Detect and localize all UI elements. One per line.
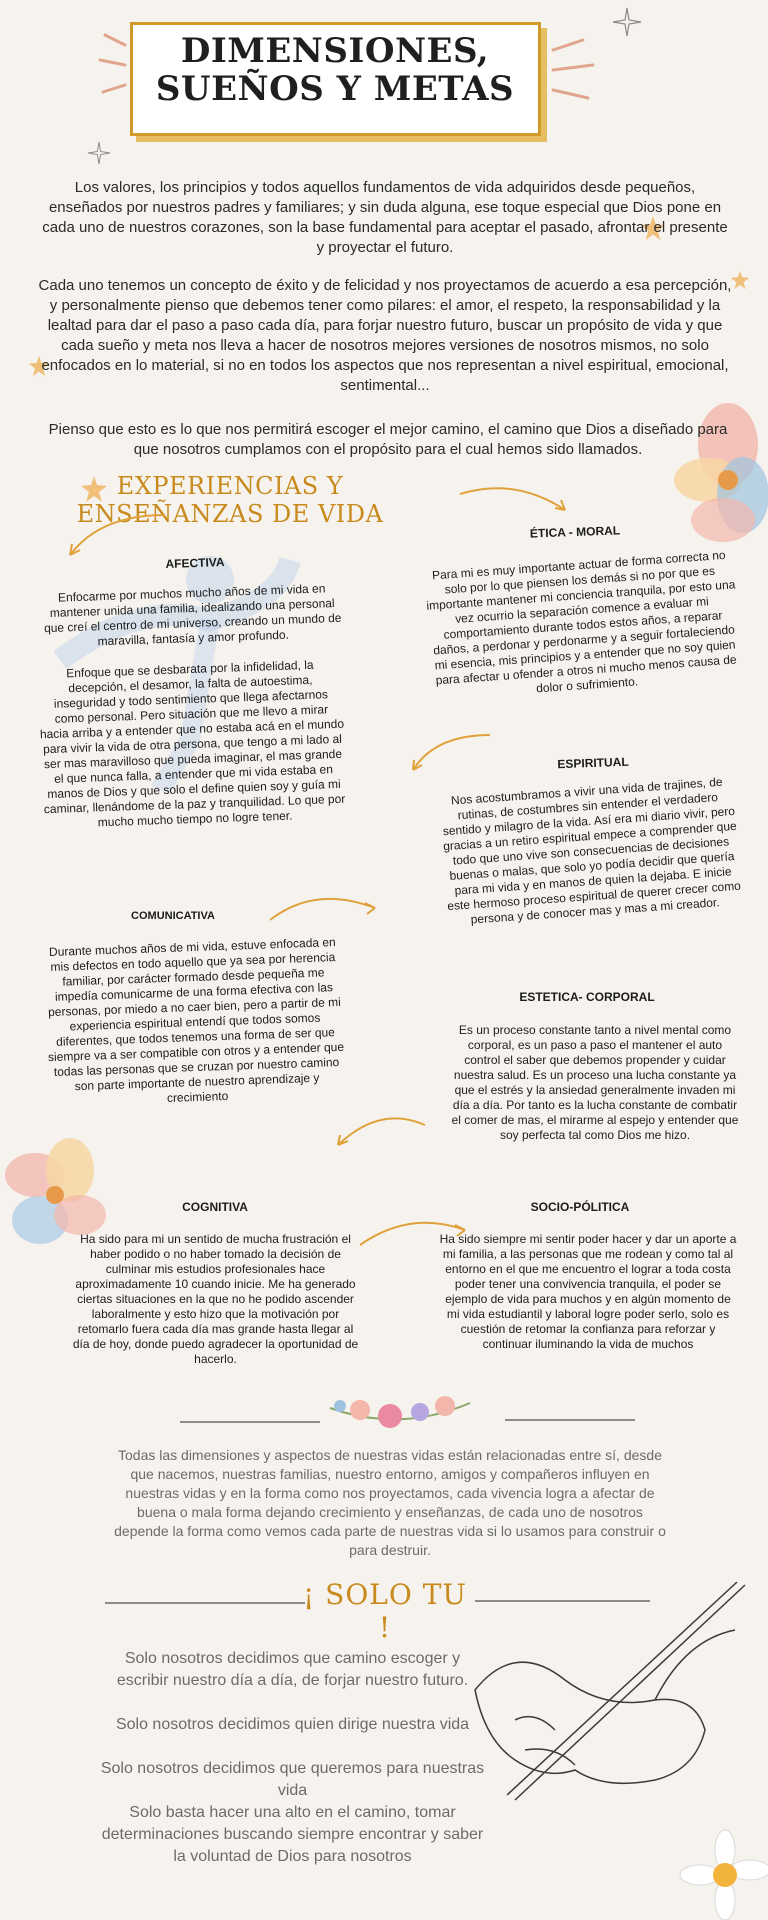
- arrow-icon: [405, 730, 495, 775]
- sparkle-rays-right-decoration: [548, 40, 598, 120]
- text-afectiva-2: Enfoque que se desbarata por la infidelidad, la decepción, el desamor, la falta de autoestima, inseguridad y todo sentimiento que llega afectarnos como personal. Pero situación que me llevo a mirar hacia arriba y a entender que no estaba acá en el mundo para vivir la vida de otra persona, que tengo a mi lado al ser mas maravilloso que pueda imaginar, el mas grande el que nunca falla, a entender que mi vida estaba en manos de Dios y que solo el define quien soy y guía mi caminar, llenándome de la paz y tranquilidad. Lo que por mucho mucho tiempo no logre tener.: [39, 657, 346, 830]
- heading-espiritual: ESPIRITUAL: [557, 754, 629, 772]
- arrow-icon: [330, 1110, 430, 1155]
- solo-line-1: Solo nosotros decidimos que camino escoger y escribir nuestro día a día, de forjar nuestro futuro.: [116, 1650, 469, 1689]
- text-afectiva-1: Enfocarme por muchos mucho años de mi vida en mantener unida una familia, idealizando una personal que creí el centro de mi universo, creando un mundo de maravilla, fantasía y amor profundo.: [43, 581, 342, 649]
- intro-paragraph-2: Cada uno tenemos un concepto de éxito y de felicidad y nos proyectamos de acuerdo a esa percepción, y personalmente pienso que debemos tener como pilares: el amor, el respeto, la responsabilidad y la lealtad para dar el paso a paso cada día, para forjar nuestro futuro, buscar un propósito de vida y que cada sueño y meta nos lleva a hacer de nosotros mejores versiones de nosotros mismos, no solo enfocados en lo material, si no en todos los aspectos que nos representan a nivel espiritual, emocional, sentimental...: [38, 277, 732, 394]
- heading-etica-moral: ÉTICA - MORAL: [529, 523, 621, 541]
- closing-paragraph: Todas las dimensiones y aspectos de nuestras vidas están relacionadas entre sí, desde que nacemos, nuestras familias, nuestro entorno, amigos y compañeros influyen en nuestras vidas y en la forma como nos proyectamos, cada vivencia logra a afectar de buena o mala forma dejando crecimiento y enseñanzas, de cada uno de nosotros depende la forma como vemos cada parte de nuestras vida si lo usamos para construir o para destruir.: [114, 1447, 666, 1558]
- divider-line: [180, 1421, 320, 1423]
- heading-cognitiva: COGNITIVA: [182, 1200, 248, 1214]
- sparkle-rays-left-decoration: [95, 30, 135, 110]
- star-icon: [730, 270, 750, 290]
- flower-decoration: [680, 1830, 768, 1920]
- text-comunicativa: Durante muchos años de mi vida, estuve enfocada en mis defectos en todo aquello que ya sea por herencia familiar, por carácter formado desde pequeña me impedía comunicarme de una forma efectiva con las personas, por miedo a no caer bien, pero a partir de mi experiencia espiritual entendí que todos somos diferentes, que todos tenemos una forma de ser que siempre va a ser compatible con otros y a entender que todas las personas que se cruzan por nuestro camino son parte importante de nuestro aprendizaje y crecimiento: [47, 935, 345, 1106]
- star-icon: [613, 8, 641, 36]
- heading-socio-politica: SOCIO-PÓLITICA: [530, 1200, 630, 1214]
- solo-line-3: Solo nosotros decidimos que queremos para nuestras vida: [100, 1760, 485, 1799]
- text-estetica-corporal: Es un proceso constante tanto a nivel mental como corporal, es un paso a paso el mantener el auto control el saber que debemos propender y cuidar nuestra salud. Es un proceso una lucha constante ya que el estrés y la ansiedad generalmente invaden mi día a día. Por tanto es la lucha constante de combatir el comer de mas, el mirarme al espejo y entender que soy perfecta tal como Dios me hizo.: [451, 1023, 739, 1142]
- solo-tu-title: ¡ SOLO TU !: [302, 1578, 467, 1644]
- solo-line-2: Solo nosotros decidimos quien dirige nuestra vida: [115, 1716, 470, 1733]
- text-socio-politica: Ha sido siempre mi sentir poder hacer y dar un aporte a mi familia, a las personas que me rodean y como tal al entorno en el que me encuentro el lograr a toda costa poder tener una convivencia tranquila, el poder se ejemplo de vida para muchos y en algún momento de mi vida estudiantil y laboral logre poder serlo, solo es cuestión de retomar la confianza para reforzar y continuar iluminando la vida de muchos: [439, 1232, 737, 1351]
- heading-comunicativa: COMUNICATIVA: [131, 910, 215, 922]
- section-title-experiences: EXPERIENCIAS Y ENSEÑANZAS DE VIDA: [76, 472, 384, 528]
- arrow-icon: [265, 890, 380, 930]
- solo-line-4: Solo basta hacer una alto en el camino, tomar determinaciones buscando siempre encontrar y saber la voluntad de Dios para nosotros: [101, 1804, 484, 1865]
- intro-paragraph-1: Los valores, los principios y todos aquellos fundamentos de vida adquiridos desde pequeños, enseñados por nuestros padres y familiares; y sin duda alguna, ese toque especial que Dios pone en cada uno de nuestros corazones, son la base fundamental para aceptar el pasado, afrontar el presente y proyectar el futuro.: [42, 179, 728, 256]
- text-espiritual: Nos acostumbramos a vivir una vida de trajines, de rutinas, de costumbres sin entender el verdadero sentido y milagro de la vida. Así era mi diario vivir, pero gracias a un retiro espiritual empece a comprender que todo que uno vive son consecuencias de decisiones buenas o malas, que solo yo podía decidir que quería para mi vida y en manos de quien la dejaba. E inicie este hermoso proceso espiritual de querer crecer como persona y de conocer mas y mas a mi creador.: [442, 774, 742, 927]
- divider-line: [105, 1602, 305, 1604]
- divider-line: [505, 1419, 635, 1421]
- star-icon: [88, 142, 110, 164]
- intro-paragraph-3: Pienso que esto es lo que nos permitirá escoger el mejor camino, el camino que Dios a diseñado para que nosotros cumplamos con el propósito para el cual hemos sido llamados.: [48, 421, 728, 458]
- hand-writing-pencil-illustration: [455, 1580, 755, 1810]
- flower-garland-decoration: [320, 1378, 480, 1438]
- page-title: DIMENSIONES, SUEÑOS Y METAS: [155, 31, 515, 109]
- heading-afectiva: AFECTIVA: [165, 554, 225, 572]
- heading-estetica-corporal: ESTETICA- CORPORAL: [519, 990, 655, 1004]
- text-etica-moral: Para mi es muy importante actuar de forma correcta no solo por lo que piensen los demás si no por que es importante mantener mi conciencia tranquila, por esto una vez ocurrio la separación comence a evaluar mi comportamiento durante todos estos años, a reparar daños, a perdonar y perdonarme y a seguir fortaleciendo mi esencia, mis principios y a entender que no soy quien para afectar u ofender a otros ni mucho menos causa de dolor o sufrimiento.: [425, 547, 737, 696]
- arrow-icon: [455, 482, 575, 522]
- text-cognitiva: Ha sido para mi un sentido de mucha frustración el haber podido o no haber tomado la decisión de culminar mis estudios profesionales hace aproximadamente 10 cuando inicie. Me ha generado ciertas situaciones en la que no he podido ascender laboralmente y esto hizo que la motivación por retomarlo fuera cada día mas grande hasta llegar al día de hoy, donde puedo agradecer la oportunidad de hacerlo.: [72, 1232, 359, 1366]
